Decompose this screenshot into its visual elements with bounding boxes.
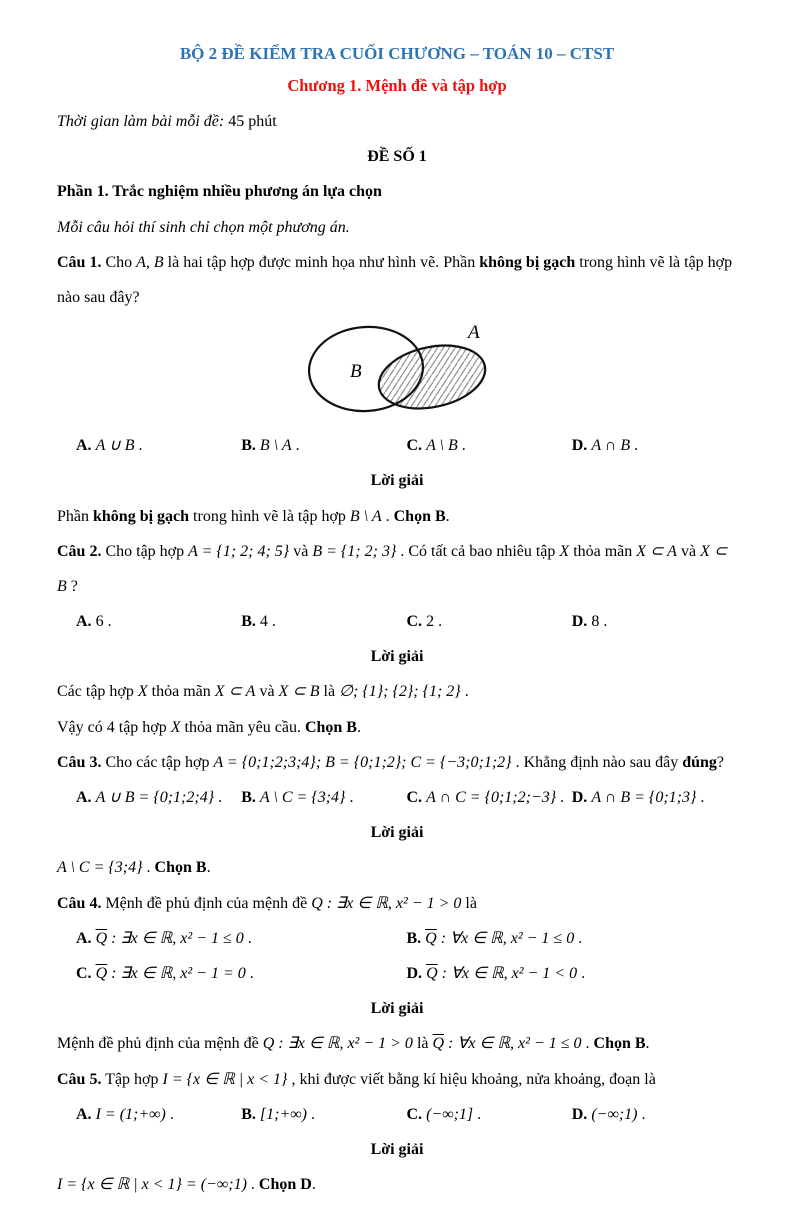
solution-line: Mệnh đề phủ định của mệnh đề Q : ∃x ∈ ℝ, x² − 1 > 0 là $\overline{Q}$ : ∀x ∈ ℝ, x² − 1 ≤ 0 . Chọn B. <box>57 1035 650 1053</box>
option-d: D. A ∩ B = {0;1;3} . <box>571 789 705 806</box>
solution-heading: Lời giải <box>370 824 424 842</box>
part-heading: Phần 1. Trắc nghiệm nhiều phương án lựa chọn <box>57 183 382 201</box>
option-d: D. (−∞;1) . <box>571 1105 646 1123</box>
question-1-options <box>57 428 737 463</box>
question-3-options <box>57 780 737 815</box>
option-a: A. A ∪ B = {0;1;2;4} . <box>76 789 223 806</box>
question-4-stem: Câu 4. Mệnh đề phủ định của mệnh đề Q : ∃x ∈ ℝ, x² − 1 > 0 là <box>57 894 477 912</box>
question-2-options <box>57 604 737 639</box>
option-c: C. A \ B . <box>406 437 466 455</box>
option-a: A. $\overline{Q}$ : ∃x ∈ ℝ, x² − 1 ≤ 0 . <box>76 929 252 947</box>
question-3 <box>57 745 737 886</box>
document-title: BỘ 2 ĐỀ KIỂM TRA CUỐI CHƯƠNG – TOÁN 10 – CTST <box>179 44 615 63</box>
chapter-subtitle: Chương 1. Mệnh đề và tập hợp <box>287 76 507 95</box>
exam-number: ĐỀ SỐ 1 <box>367 148 427 166</box>
question-4 <box>57 886 737 1062</box>
option-d: D. 8 . <box>571 613 608 631</box>
option-c: C. $\overline{Q}$ : ∃x ∈ ℝ, x² − 1 = 0 . <box>76 964 254 982</box>
solution-heading: Lời giải <box>370 648 424 666</box>
solution-line: I = {x ∈ ℝ | x < 1} = (−∞;1) . Chọn D. <box>57 1176 316 1194</box>
option-a: A. I = (1;+∞) . <box>76 1105 174 1123</box>
question-5-options <box>57 1097 737 1132</box>
option-a: A. A ∪ B . <box>76 437 143 455</box>
question-5 <box>57 1062 737 1203</box>
question-5-stem: Câu 5. Tập hợp I = {x ∈ ℝ | x < 1} , khi được viết bằng kí hiệu khoảng, nửa khoảng, đoạn là <box>57 1070 656 1088</box>
question-3-stem: Câu 3. Cho các tập hợp A = {0;1;2;3;4}; B = {0;1;2}; C = {−3;0;1;2} . Khẳng định nào sau đây đúng? <box>57 753 725 771</box>
question-4-options <box>57 921 737 991</box>
question-2-stem: Câu 2. Cho tập hợp A = {1; 2; 4; 5} và B = {1; 2; 3} . Có tất cả bao nhiêu tập X thỏa mãn X ⊂ A và X ⊂ B ? <box>57 542 728 595</box>
option-b: B. 4 . <box>241 613 276 631</box>
option-b: B. [1;+∞) . <box>241 1105 316 1123</box>
venn-diagram <box>292 319 502 426</box>
option-c: C. 2 . <box>406 613 443 631</box>
time-info <box>57 104 737 139</box>
venn-svg <box>292 319 502 421</box>
question-2 <box>57 534 737 745</box>
option-c: C. A ∩ C = {0;1;2;−3} . <box>406 789 565 806</box>
solution-heading: Lời giải <box>370 1140 424 1158</box>
set-a-label: A <box>468 322 480 344</box>
part-note: Mỗi câu hỏi thí sinh chỉ chọn một phương án. <box>57 218 350 236</box>
option-a: A. 6 . <box>76 613 112 631</box>
question-1 <box>57 245 737 534</box>
option-b: B. $\overline{Q}$ : ∀x ∈ ℝ, x² − 1 ≤ 0 . <box>406 929 583 947</box>
question-1-stem: Câu 1. Cho A, B là hai tập hợp được minh họa như hình vẽ. Phần không bị gạch trong hình vẽ là tập hợp nào sau đây? <box>57 253 733 306</box>
set-b-label: B <box>350 361 362 383</box>
option-d: D. A ∩ B . <box>571 437 639 455</box>
option-b: B. A \ C = {3;4} . <box>241 789 354 806</box>
solution-line: Phần không bị gạch trong hình vẽ là tập hợp B \ A . Chọn B. <box>57 507 450 525</box>
option-d: D. $\overline{Q}$ : ∀x ∈ ℝ, x² − 1 < 0 . <box>406 964 586 982</box>
solution-heading: Lời giải <box>370 472 424 490</box>
time-label: Thời gian làm bài mỗi đề: <box>57 113 225 130</box>
solution-line: A \ C = {3;4} . Chọn B. <box>57 859 211 877</box>
time-value: 45 phút <box>224 113 277 130</box>
option-c: C. (−∞;1] . <box>406 1105 482 1123</box>
solution-heading: Lời giải <box>370 1000 424 1018</box>
option-b: B. B \ A . <box>241 437 300 455</box>
solution-line: Các tập hợp X thỏa mãn X ⊂ A và X ⊂ B là ∅; {1}; {2}; {1; 2} . <box>57 683 469 701</box>
solution-line: Vậy có 4 tập hợp X thỏa mãn yêu cầu. Chọn B. <box>57 718 361 736</box>
